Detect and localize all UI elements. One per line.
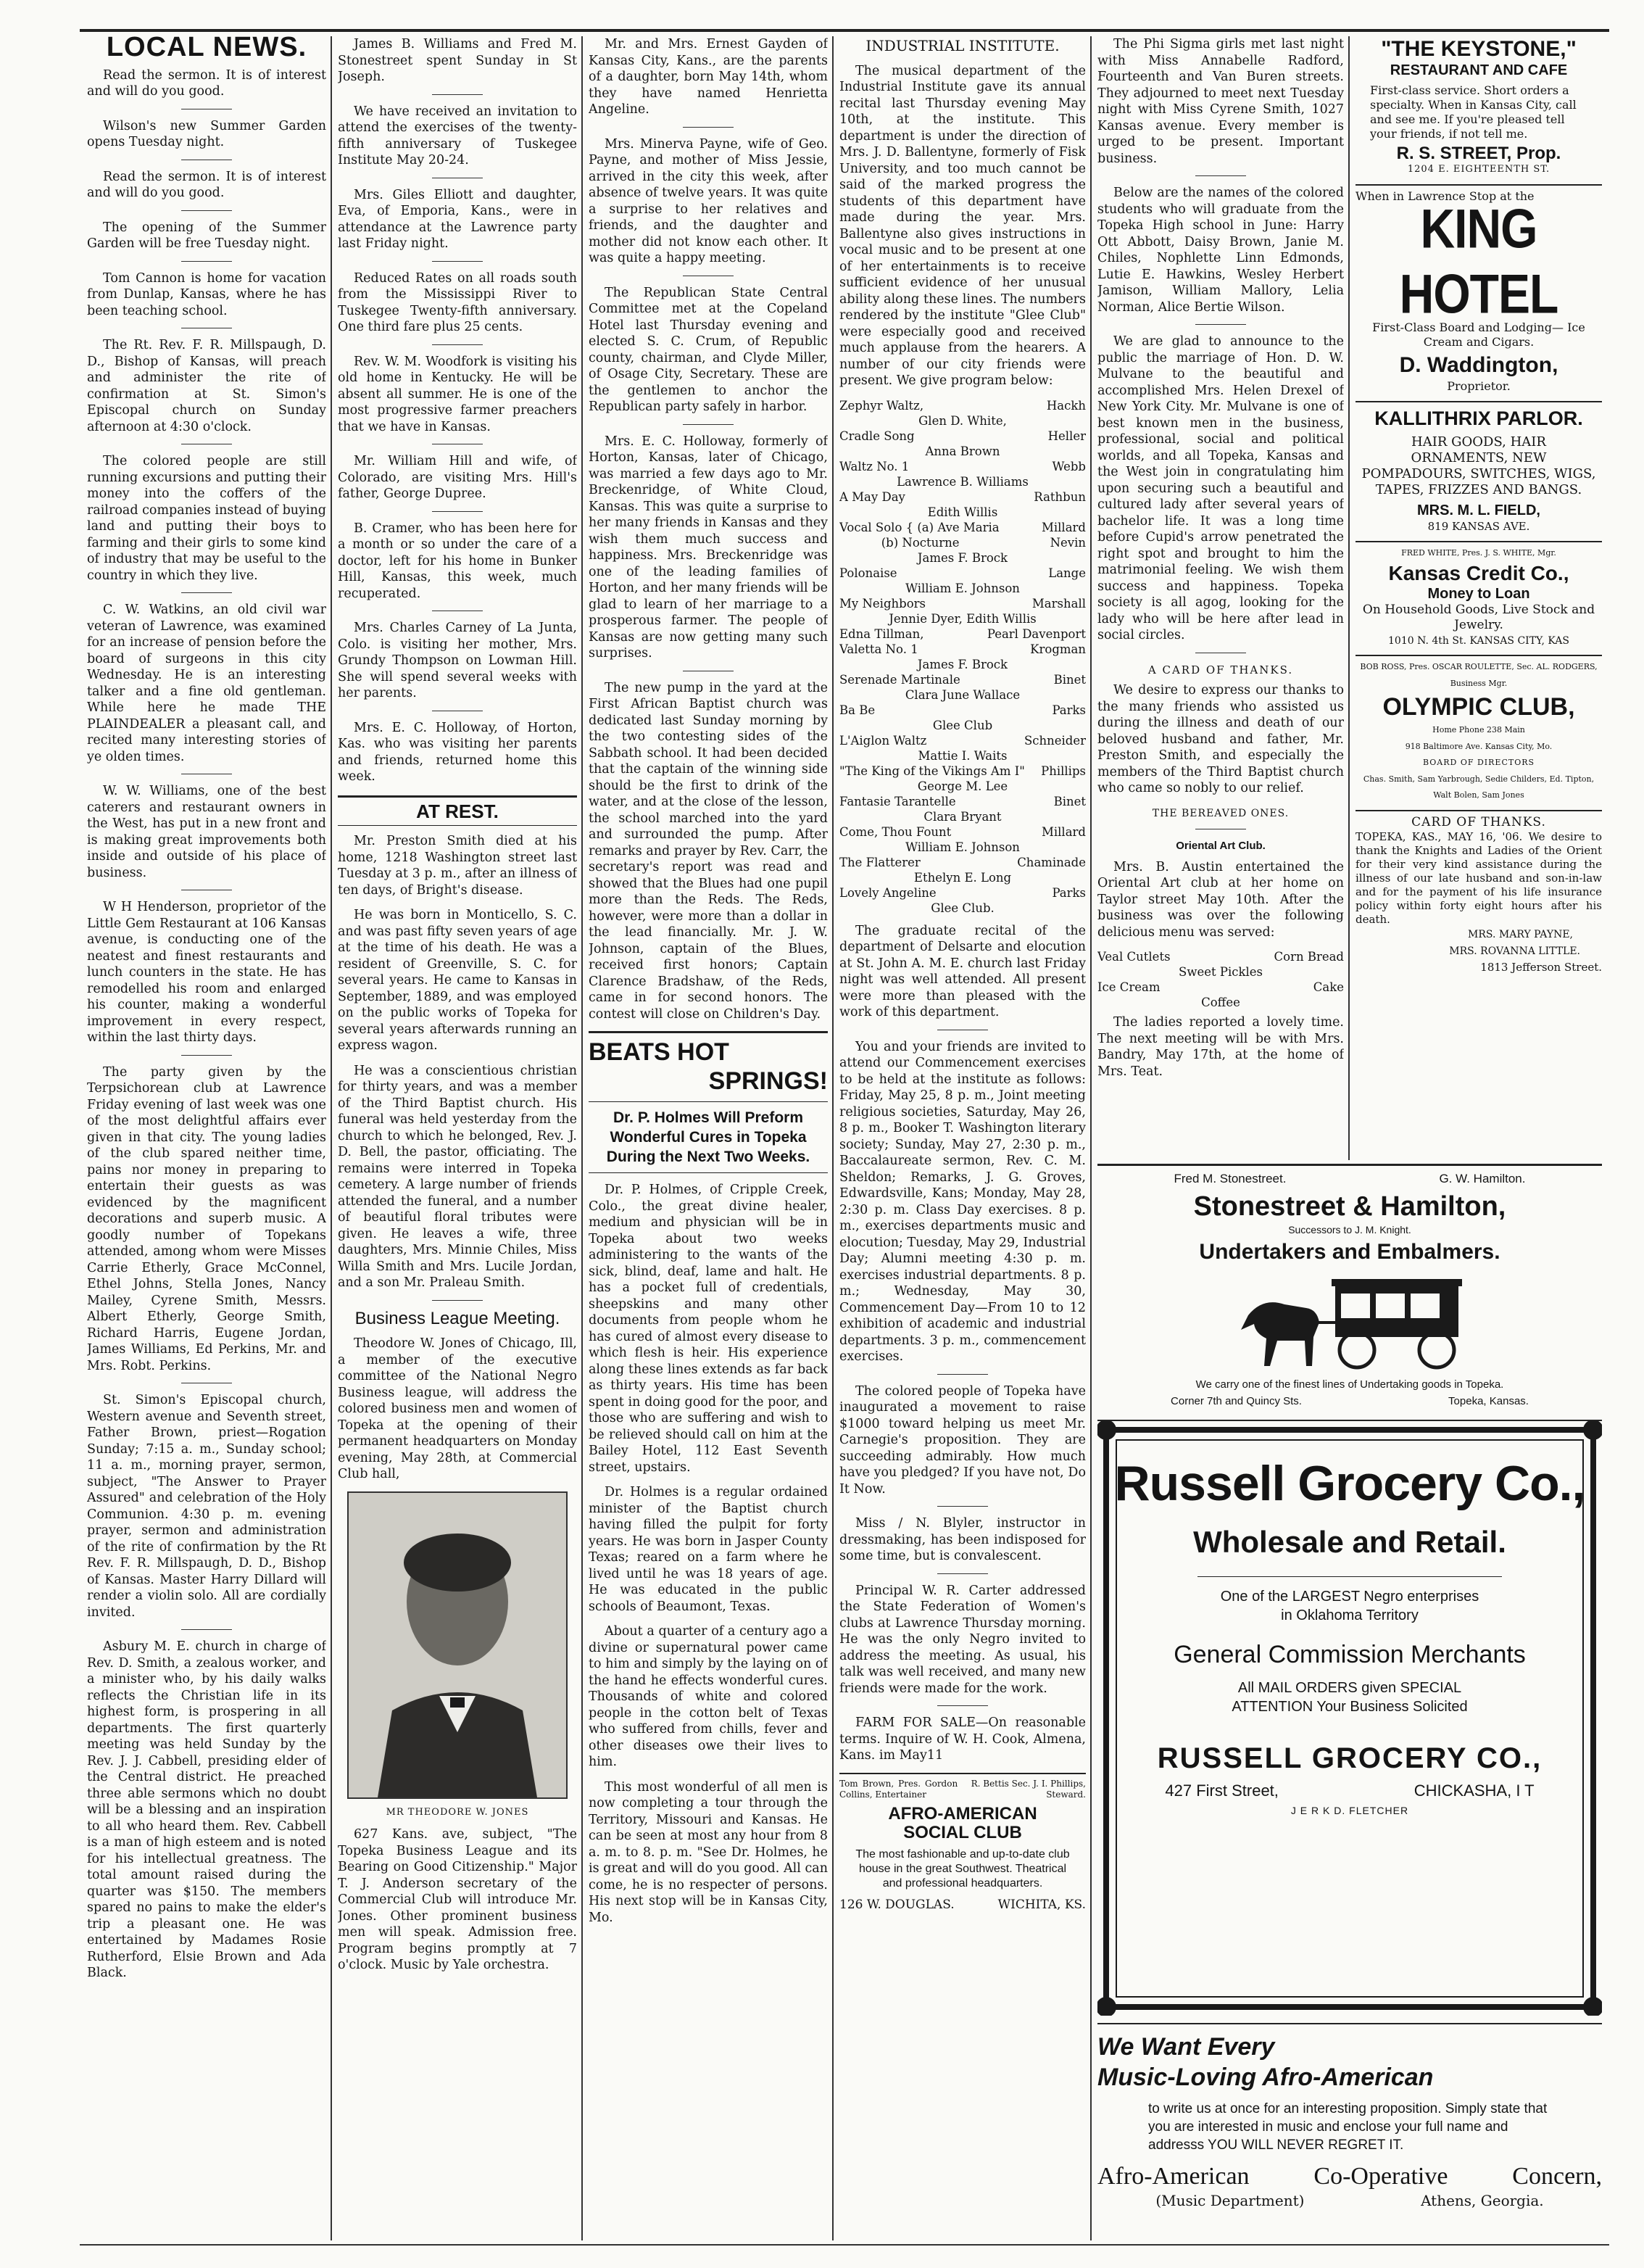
social-club-description: The most fashionable and up-to-date club house in the great Southwest. Theatrical and professional headquarters.: [855, 1847, 1070, 1890]
king-hotel-title: KING HOTEL: [1399, 197, 1558, 325]
program-performer: Anna Brown: [925, 444, 1000, 458]
news-item: We are glad to announce to the public the marriage of Hon. D. W. Mulvane to the beautiful and accomplished Mrs. Helen Drexel of New York City. Mr. Mulvane is one of best known men in the business, professional, social and political worlds, and all Topeka, Kansas and the West join in congratulating him upon securing such a beautiful and cultured lady after several years of bachelor life. It was a long time before Cupid's arrow penetrated the right spot and brought to him the matrimonial feeling. We wish them success and happiness. Topeka society is all agog, looking for the lady who will be here after lead in social circles.: [1097, 334, 1344, 642]
column-local-news: [87, 36, 326, 2240]
article-paragraph: The graduate recital of the department of Delsarte and elocution at St. John A. M. E. church last Friday night was well attended. All present were more than pleased with the work of this department.: [839, 923, 1086, 1019]
social-club-title-1: AFRO-AMERICAN: [888, 1803, 1037, 1824]
thanks-text: TOPEKA, KAS., MAY 16, '06. We desire to thank the Knights and Ladies of the Orient for their very kind assistance during the illness of our late husband and son-in-law and for the payment of his life insurance policy within forty eight hours after his death.: [1356, 830, 1602, 926]
program-row: [839, 596, 1086, 611]
program-piece: A May Day: [839, 489, 905, 504]
name-left: Fred M. Stonestreet.: [1174, 1172, 1287, 1185]
news-item: Mr. William Hill and wife, of Colorado, are visiting Mrs. Hill's father, George Dupree.: [338, 454, 577, 501]
beats-hot-springs-header: [589, 1031, 828, 1096]
divider: [181, 210, 232, 211]
program-composer: Heller: [1047, 429, 1086, 443]
program-piece: Edna Tillman,: [839, 626, 924, 641]
russell-line-2: in Oklahoma Territory: [1281, 1607, 1419, 1623]
address-right: CHICKASHA, I T: [1413, 1781, 1535, 1800]
menu-item: Veal Cutlets: [1097, 950, 1171, 964]
business-league-heading: Business League Meeting.: [354, 1308, 560, 1328]
program-performer: Glee Club: [932, 718, 993, 732]
article-paragraph: The colored people of Topeka have inaugurated a movement to raise $1000 toward helping us meet Mr. Carnegie's proposition. They are succeeding admirably. How much have you pledged? If you have not, Do It Now.: [839, 1383, 1086, 1497]
local-news-heading: LOCAL NEWS.: [106, 36, 307, 62]
music-concern-ad: [1097, 2023, 1602, 2242]
article-paragraph: Dr. P. Holmes, of Cripple Creek, Colo., the great divine healer, medium and physician will be in Topeka about two weeks administering to the wants of the sick, blind, deaf, lame and halt. He has a pocket full of credentials, sheepskins and many other documents from people whom he has cured of almost every disease to which flesh is heir. His experience along these lines extends as far back as thirty years. His time has been spent in doing good for the poor, and those who are suffering and wish to be relieved should call on him at the Bailey Hotel, 112 East Seventh street, upstairs.: [589, 1183, 828, 1475]
divider: [432, 511, 483, 512]
kallithrix-text: HAIR GOODS, HAIR ORNAMENTS, NEW POMPADOURS, SWITCHES, WIGS, TAPES, FRIZZES AND BANGS.: [1361, 434, 1596, 497]
beats-title-line-2: SPRINGS!: [708, 1067, 828, 1095]
program-row: [839, 885, 1086, 901]
olympic-club-ad: [1356, 655, 1602, 804]
russell-mail-2: ATTENTION Your Business Solicited: [1232, 1699, 1468, 1715]
program-composer: Millard: [1041, 520, 1086, 534]
afro-concern-name: [1097, 2161, 1602, 2192]
news-item: Mrs. Charles Carney of La Junta, Colo. is visiting her mother, Mrs. Grundy Thompson on Lowman Hill. She will spend several weeks with her parents.: [338, 621, 577, 700]
card-of-thanks-heading: A CARD OF THANKS.: [1147, 663, 1294, 676]
program-piece: Ba Be: [839, 703, 876, 717]
menu-item: Corn Bread: [1274, 950, 1344, 964]
program-piece: Waltz No. 1: [839, 459, 910, 473]
news-item: Mr. and Mrs. Ernest Gayden of Kansas City, Kans., are the parents of a daughter, born May 14th, whom they have named Henrietta Angeline.: [589, 37, 828, 117]
program-composer: Webb: [1052, 459, 1086, 473]
program-row: [839, 429, 1086, 444]
obituary-paragraph: Mr. Preston Smith died at his home, 1218 Washington street last Tuesday at 3 p. m., after an illness of ten days, of Bright's disease.: [338, 834, 577, 898]
keystone-proprietor: R. S. STREET, Prop.: [1396, 143, 1561, 163]
news-item: Mrs. Giles Elliott and daughter, Eva, of Emporia, Kans., were in attendance at the Lawrence party last Friday night.: [338, 187, 577, 251]
russell-grocery-ad: [1097, 1421, 1602, 2016]
program-row: [839, 489, 1086, 505]
program-performer: William E. Johnson: [905, 840, 1020, 854]
oriental-art-club-heading: Oriental Art Club.: [1176, 840, 1266, 852]
news-item: Rev. W. M. Woodfork is visiting his old home in Kentucky. He will be absent all summer. He is one of the most progressive farmer preachers that we have in Kansas.: [338, 354, 577, 434]
news-item: Reduced Rates on all roads south from the Mississippi River to Tuskegee Twenty-fifth anniversary. One third fare plus 25 cents.: [338, 270, 577, 334]
kallithrix-address: 819 KANSAS AVE.: [1427, 520, 1530, 533]
thanks-signature-2: MRS. ROVANNA LITTLE.: [1449, 945, 1580, 957]
article-paragraph: Dr. Holmes is a regular ordained minister of the Baptist church having filled the pulpit for forty years. He was born in Jasper County Texas; reared on a farm where he lived until he was 18 years of age. He was educated in the public schools of Beaumont, Texas.: [589, 1485, 828, 1614]
divider: [181, 592, 232, 593]
concern-right: Concern,: [1512, 2163, 1602, 2190]
afro-location: [1097, 2192, 1602, 2209]
olympic-phone: Home Phone 238 Main: [1432, 725, 1525, 734]
article-paragraph: The musical department of the Industrial Institute gave its annual recital last Thursday evening May 10th, at the institute. This department is under the direction of Mrs. J. D. Ballentyne, formerly of Fisk University, and too much cannot be said of the marked progress the students of this department have made during the year. Mrs. Ballentyne also gives instructions in vocal music and to be present at one of her entertainments is to receive sufficient evidence of her unusual ability along these lines. The numbers rendered by the institute "Glee Club" were especially good and received much applause from the hearers. A number of our city friends were present. We give program below:: [839, 63, 1086, 388]
program-row: [839, 672, 1086, 687]
program-piece: Lovely Angeline: [839, 885, 937, 900]
article-paragraph: You and your friends are invited to attend our Commencement exercises to be held at the institute as follows: Friday, May 25, 8 p. m., Joint meeting religious societies, Saturday, May 26, 8 p. m., Booker T. Washington literary society; Sunday, May 27, 2:30 p. m., Baccalaureate sermon, Rev. C. M. Sheldon; Remarks, J. G. Groves, Edwardsville, Kans; Monday, May 28, 2:30 p. m. Class Day exercises. 8 p. m., exercises departments music and elocution; Tuesday, May 29, Industrial Day; Alumni meeting 4:30 p. m. exercises industrial departments. 8 p. m.; Wednesday, May 30, Commencement Day—From 10 to 12 exhibition of academic and industrial departments. 3 p. m., commencement exercises.: [839, 1039, 1086, 1364]
top-rule: [80, 29, 1609, 32]
column-rule: [1090, 36, 1092, 2240]
king-hotel-proprietor: Proprietor.: [1447, 379, 1511, 393]
menu-item: Cake: [1313, 980, 1344, 994]
program-composer: Marshall: [1031, 596, 1086, 611]
olympic-address: 918 Baltimore Ave. Kansas City, Mo.: [1405, 741, 1553, 751]
olympic-title: OLYMPIC CLUB,: [1382, 693, 1575, 721]
kallithrix-name: MRS. M. L. FIELD,: [1417, 502, 1540, 518]
undertakers-ad: [1097, 1164, 1602, 1421]
program-row: [839, 794, 1086, 809]
column-rule: [832, 36, 834, 2240]
russell-name: RUSSELL GROCERY CO.,: [1157, 1742, 1543, 1774]
concern-department: (Music Department): [1155, 2192, 1305, 2209]
program-composer: Parks: [1052, 885, 1086, 900]
program-row: [839, 763, 1086, 779]
menu-row: Coffee: [1201, 996, 1240, 1009]
menu-row: Sweet Pickles: [1179, 965, 1263, 979]
concern-city: Athens, Georgia.: [1421, 2192, 1544, 2209]
obituary-paragraph: He was a conscientious christian for thirty years, and was a member of the Third Baptist church. His funeral was held yesterday from the church to which he belonged, Rev. J. D. Bell, the pastor, officiating. The remains were interred in Topeka cemetery. A large number of friends attended the funeral, and a number of beautiful floral tributes were given. He leaves a wife, three daughters, Mrs. Minnie Chiles, Miss Willa Smith and Mrs. Lucile Jordan, and a son Mr. Praleau Smith.: [338, 1063, 577, 1290]
news-item: The new pump in the yard at the First African Baptist church was dedicated last Sunday morning by the two contesting sides of the Sabbath school. It had been decided that the captain of the winning side should be the first to drink of the water, and at the close of the lesson, the school marched into the yard and surrounded the pump. After remarks and prayer by Rev. Carr, the secretary's report was read and showed that the Blues had one pupil more than the Reds. The Reds, however, were more than a dollar in the lead financially. Mr. J. W. Johnson, captain of the Blues, received first honors; Captain Clarence Bradshaw, of the Reds, came in for second honors. The contest will close on Children's Day.: [589, 680, 828, 1022]
program-row: [839, 855, 1086, 870]
oriental-text: Mrs. B. Austin entertained the Oriental Art club at her home on Taylor street May 10th. After the business was over the following delicious menu was served:: [1097, 859, 1344, 940]
news-item: The Republican State Central Committee met at the Copeland Hotel last Thursday evening and elected S. C. Crum, of Republic county, chairman, and Clyde Miller, of Osage City, Secretary. These are the gentlemen to anchor the Republican party safely in harbor.: [589, 285, 828, 414]
program-row: [839, 459, 1086, 474]
news-item: W H Henderson, proprietor of the Little Gem Restaurant at 106 Kansas avenue, is conducting one of the neatest and finest restaurants and lunch counters in the state. He has remodelled his room and enlarged his counter, making a wonderful improvement in every respect, within the last thirty days.: [87, 900, 326, 1045]
olympic-board: BOARD OF DIRECTORS: [1422, 758, 1535, 767]
thanks-address: 1813 Jefferson Street.: [1480, 961, 1602, 974]
thanks-text: We desire to express our thanks to the many friends who assisted us during the illness and death of our beloved husband and father, Mr. Preston Smith, and especially the members of the Third Baptist church who came so nobly to our relief.: [1097, 683, 1344, 795]
menu-list: [1097, 949, 1344, 1010]
program-composer: Phillips: [1041, 763, 1086, 778]
program-performer: Glen D. White,: [918, 413, 1007, 428]
at-rest-header: [338, 795, 577, 827]
king-hotel-name: D. Waddington,: [1399, 353, 1558, 377]
divider: [937, 1705, 988, 1706]
program-row: [839, 642, 1086, 657]
program-composer: Millard: [1041, 824, 1086, 839]
program-composer: Binet: [1053, 794, 1086, 808]
undertakers-names: [1097, 1172, 1602, 1186]
program-piece: Come, Thou Fount: [839, 824, 952, 839]
column-four: [839, 36, 1086, 2240]
undertakers-title: Stonestreet & Hamilton,: [1193, 1191, 1506, 1222]
news-item: St. Simon's Episcopal church, Western avenue and Seventh street, Father Brown, priest—Rogation Sunday; 7:15 a. m., Sunday school; 11 a. m., morning prayer, sermon, subject, "The Answer to Prayer Assured" and celebration of the Holy Communion. 4:30 p. m. evening prayer, sermon and administration of the rite of confirmation by the Rt Rev. F. R. Millspaugh, D. D., Bishop of Kansas. Master Harry Dillard will render a violin solo. All are cordially invited.: [87, 1393, 326, 1620]
news-item: Read the sermon. It is of interest and will do you good.: [87, 67, 326, 99]
program-composer: Pearl Davenport: [987, 626, 1086, 641]
program-composer: Rathbun: [1034, 489, 1086, 504]
program-row: [839, 626, 1086, 642]
obituary-paragraph: He was born in Monticello, S. C. and was past fifty seven years of age at the time of his death. He was a resident of Greenville, S. C. for several years. He came to Kansas in September, 1889, and was employed on the public works of Topeka for several years afterwards running an express wagon.: [338, 908, 577, 1053]
officers-right: R. Bettis Sec. J. I. Phillips, Steward.: [971, 1778, 1086, 1800]
keystone-title: "THE KEYSTONE,": [1381, 37, 1577, 61]
news-item: Tom Cannon is home for vacation from Dunlap, Kansas, where he has been teaching school.: [87, 270, 326, 318]
undertakers-successors: Successors to J. M. Knight.: [1288, 1224, 1411, 1236]
news-item: Below are the names of the colored students who will graduate from the Topeka High school in June: Harry Ott Abbott, Daisy Brown, Janie M. Chiles, Nophlette Linn Edmonds, Lutie E. Hawkins, Wesley Herbert Jamison, William Mallory, Lelia Norman, Alice Bertie Wilson.: [1097, 186, 1344, 315]
social-club-officers: [839, 1779, 1086, 1800]
thanks-signature: THE BEREAVED ONES.: [1152, 807, 1290, 819]
news-item: The opening of the Summer Garden will be free Tuesday night.: [87, 220, 326, 251]
credit-title: Kansas Credit Co.,: [1388, 562, 1569, 584]
undertakers-subtitle: Undertakers and Embalmers.: [1199, 1240, 1500, 1264]
program-piece: Cradle Song: [839, 429, 915, 443]
photo-caption: MR THEODORE W. JONES: [386, 1806, 529, 1818]
program-composer: Chaminade: [1017, 855, 1086, 869]
divider: [683, 424, 734, 425]
name-right: G. W. Hamilton.: [1439, 1172, 1526, 1185]
divider: [1195, 324, 1246, 325]
program-performer: Edith Willis: [927, 505, 998, 519]
divider: [432, 94, 483, 95]
divider: [937, 1506, 988, 1507]
program-performer: George M. Lee: [917, 779, 1008, 793]
russell-title: Russell Grocery Co.,: [1114, 1456, 1585, 1511]
news-item: Mrs. Minerva Payne, wife of Geo. Payne, and mother of Miss Jessie, arrived in the city this week, after absence of twelve years. It was quite a surprise to her relatives and friends, and the daughter and mother did not know each other. It was quite a happy meeting.: [589, 136, 828, 265]
social-club-ad: [839, 1773, 1086, 1913]
program-performer: Clara Bryant: [923, 809, 1002, 824]
divider: [1195, 175, 1246, 176]
recital-program: [839, 398, 1086, 916]
program-piece: Vocal Solo { (a) Ave Maria: [839, 520, 1000, 534]
news-item: The Phi Sigma girls met last night with Miss Annabelle Radford, Fourteenth and Van Buren streets. They adjourned to meet next Tuesday night with Miss Cyrene Smith, 1027 Kansas avenue. Every member is urged to be present. Important business.: [1097, 37, 1344, 166]
kallithrix-title: KALLITHRIX PARLOR.: [1374, 407, 1583, 429]
russell-manager: J E R K D. FLETCHER: [1290, 1805, 1409, 1816]
menu-item: Ice Cream: [1097, 980, 1161, 994]
keystone-subtitle: RESTAURANT AND CAFE: [1390, 62, 1568, 78]
card-of-thanks-ad: [1356, 810, 1602, 976]
credit-officers: FRED WHITE, Pres. J. S. WHITE, Mgr.: [1401, 547, 1556, 558]
news-item: C. W. Watkins, an old civil war veteran of Lawrence, was examined for an increase of pension before the board of surgeons in this city Wednesday. He is an interesting talker and a fine old gentleman. While here he made THE PLAINDEALER a pleasant call, and recited many interesting stories of ye olden times.: [87, 603, 326, 764]
concern-mid: Co-Operative: [1313, 2163, 1448, 2190]
program-row: [839, 733, 1086, 748]
program-piece: Valetta No. 1: [839, 642, 918, 656]
program-piece: Zephyr Waltz,: [839, 398, 924, 413]
news-item: The Rt. Rev. F. R. Millspaugh, D. D., Bishop of Kansas, will preach and administer the rite of confirmation at St. Simon's Episcopal church on Sunday afternoon at 4:30 o'clock.: [87, 338, 326, 434]
program-composer: Schneider: [1024, 733, 1086, 748]
program-performer: Glee Club.: [931, 901, 995, 915]
program-piece: "The King of the Vikings Am I": [839, 763, 1025, 778]
program-row: [839, 520, 1086, 535]
beats-subheading: Dr. P. Holmes Will Preform Wonderful Cures in Topeka During the Next Two Weeks.: [589, 1101, 828, 1173]
program-row: [839, 703, 1086, 718]
column-six-ads: [1356, 36, 1602, 1156]
thanks-signature-1: MRS. MARY PAYNE,: [1468, 929, 1573, 940]
russell-merchants: General Commission Merchants: [1174, 1641, 1526, 1668]
keystone-address: 1204 E. EIGHTEENTH ST.: [1407, 164, 1550, 175]
russell-address: [1097, 1781, 1602, 1800]
article-paragraph: Miss / N. Blyler, instructor in dressmaking, has been indisposed for some time, but is convalescent.: [839, 1516, 1086, 1563]
divider: [181, 1629, 232, 1630]
social-club-title-2: SOCIAL CLUB: [903, 1823, 1022, 1842]
news-item: Wilson's new Summer Garden opens Tuesday night.: [87, 118, 326, 149]
news-item: W. W. Williams, one of the best caterers and restaurant owners in the West, has put in a new front and is making great improvements both inside and outside of his place of business.: [87, 784, 326, 880]
article-paragraph: About a quarter of a century ago a divine or supernatural power came to him and simply by the laying on of the hand he effects wonderful cures. Thousands of white and colored people in the cotton belt of Texas who suffered from chills, fever and other diseases owe their lives to him.: [589, 1624, 828, 1769]
king-hotel-pretext: When in Lawrence Stop at the: [1356, 189, 1535, 203]
afro-title-1: We Want Every: [1097, 2033, 1275, 2061]
divider: [937, 1573, 988, 1574]
program-composer: Hackh: [1046, 398, 1086, 413]
program-piece: L'Aiglon Waltz: [839, 733, 927, 748]
king-hotel-text: First-Class Board and Lodging— Ice Cream and Cigars.: [1372, 320, 1585, 349]
keystone-text: First-class service. Short orders a specialty. When in Kansas City, call and see me. If you're pleased tell your friends, if not tell me.: [1370, 83, 1577, 141]
divider: [1197, 1576, 1502, 1577]
article-paragraph: This most wonderful of all men is now completing a tour through the Territory, Missouri and Kansas. He can be seen at most any hour from 8 a. m. to 8. p. m. "See Dr. Holmes, he is great and will do you good. All can come, he is no respecter of persons. His next stop will be in Kansas City, Mo.: [589, 1779, 828, 1925]
news-item: Asbury M. E. church in charge of Rev. D. Smith, a zealous worker, and a minister who, by his daily walks reflects the Christian life in its highest form, is prospering in all departments. The first quarterly meeting was held Sunday by the Rev. J. J. Cabbell, presiding elder of the Central district. He preached three able sermons which no doubt will be a blessing and an inspiration to all who heard them. Rev. Cabbell is a man of high esteem and is noted for his intellectual greatness. The total amount raised during the quarter was $150. The members spared no pains to make the elder's trip a pleasant one. He was entertained by Madames Rosie Rutherford, Elsie Brown and Ada Black.: [87, 1639, 326, 1980]
address-left: 427 First Street,: [1165, 1781, 1279, 1800]
classified-ad: FARM FOR SALE—On reasonable terms. Inquire of W. H. Cook, Almena, Kans. im May11: [839, 1716, 1086, 1763]
olympic-directors: Chas. Smith, Sam Yarbrough, Sedie Childers, Ed. Tipton, Walt Bolen, Sam Jones: [1363, 774, 1595, 800]
credit-text: On Household Goods, Live Stock and Jewelry.: [1362, 602, 1595, 632]
news-item: Mrs. E. C. Holloway, formerly of Horton, Kansas, later of Chicago, was married a few days ago to Mr. Breckenridge, of White Cloud, Kansas. This was quite a surprise to her many friends in Kansas and they wish them much success and happiness. Mrs. Breckenridge was one of the leading families of Horton, and her many friends will be glad to learn of her marriage to a prosperous farmer. The people of Kansas are now getting many such surprises.: [589, 434, 828, 661]
column-rule: [581, 36, 583, 2240]
program-performer: James F. Brock: [917, 550, 1008, 565]
oriental-text: The ladies reported a lovely time. The next meeting will be with Mrs. Bandry, May 17th, at the home of Mrs. Teat.: [1097, 1015, 1344, 1079]
program-performer: Ethelyn E. Long: [913, 870, 1012, 885]
afro-text: to write us at once for an interesting proposition. Simply state that you are interested in music and enclose your full name and addresss YOU WILL NEVER REGRET IT.: [1148, 2101, 1548, 2153]
news-item: The party given by the Terpsichorean club at Lawrence Friday evening of last week was one of the most delightful affairs ever given in that city. The young ladies of the club spared neither time, pains nor money in preparing to entertain their guests as was evidenced by the magnificent decorations and superb music. A goodly number of Topekans attended, among whom were Misses Carrie Etherly, Grace McConnel, Ethel Johns, Stella Jones, Nancy Mailey, Cyrene Smith, Messrs. Albert Etherly, George Smith, Richard Harris, Eugene Jordan, James Williams, Ed Perkins, Mr. and Mrs. Robt. Perkins.: [87, 1064, 326, 1373]
divider: [432, 1300, 483, 1301]
menu-row: [1097, 980, 1344, 995]
kallithrix-ad: [1356, 401, 1602, 535]
king-hotel-ad: [1356, 184, 1602, 395]
keystone-ad: [1356, 36, 1602, 178]
league-paragraph: Theodore W. Jones of Chicago, Ill, a member of the executive committee of the National Negro Business league, will address the colored business men and women of Topeka at the opening of their permanent headquarters on Monday evening, May 28th, at Commercial Club hall,: [338, 1336, 577, 1481]
column-rule: [331, 36, 332, 2240]
credit-address: 1010 N. 4th St. KANSAS CITY, KAS: [1388, 634, 1569, 647]
news-item: James B. Williams and Fred M. Stonestreet spent Sunday in St Joseph.: [338, 37, 577, 84]
undertakers-carry: We carry one of the finest lines of Undertaking goods in Topeka.: [1195, 1378, 1504, 1391]
column-two: [338, 36, 577, 2240]
program-piece: (b) Nocturne: [839, 535, 960, 550]
article-paragraph: Principal W. R. Carter addressed the State Federation of Women's clubs at Lawrence Thursday morning. He was the only Negro invited to address the meeting. As usual, his talk was well received, and many new friends were made for the work.: [839, 1583, 1086, 1696]
news-item: Mrs. E. C. Holloway, of Horton, Kas. who was visiting her parents and friends, returned home this week.: [338, 720, 577, 784]
program-row: [839, 566, 1086, 581]
thanks-heading: CARD OF THANKS.: [1411, 814, 1546, 829]
divider: [181, 1055, 232, 1056]
program-performer: Lawrence B. Williams: [897, 474, 1029, 489]
beats-title-line-1: BEATS HOT: [589, 1038, 729, 1066]
news-item: B. Cramer, who has been here for a month or so under the care of a doctor, left for his home in Bunker Hill, Kansas, this week, much recuperated.: [338, 521, 577, 601]
program-row: [839, 535, 1086, 550]
russell-line-1: One of the LARGEST Negro enterprises: [1220, 1589, 1479, 1605]
news-item: The colored people are still running excursions and putting their money into the coffers of the railroad companies instead of buying land and putting their boys to farming and their girls to some kind of industry that may be useful to the country in which they live.: [87, 454, 326, 583]
horse-carriage-illustration: [1226, 1272, 1473, 1373]
program-piece: The Flatterer: [839, 855, 921, 869]
at-rest-heading: AT REST.: [416, 800, 499, 822]
address-left: 126 W. DOUGLAS.: [839, 1897, 955, 1912]
officers-left: Tom Brown, Pres. Gordon Collins, Entertainer: [839, 1778, 958, 1800]
afro-title-2: Music-Loving Afro-American: [1097, 2064, 1434, 2091]
portrait-photo: [347, 1491, 568, 1799]
address-right: WICHITA, KS.: [997, 1897, 1086, 1912]
program-piece: My Neighbors: [839, 596, 926, 611]
undertakers-address: [1097, 1395, 1602, 1407]
program-composer: Parks: [1052, 703, 1086, 717]
news-item: Read the sermon. It is of interest and will do you good.: [87, 169, 326, 200]
league-paragraph: 627 Kans. ave, subject, "The Topeka Business League and its Bearing on Good Citizenship." Major T. J. Anderson secretary of the Commercial Club will introduce Mr. Jones. Other prominent business men will speak. Admission free. Program begins promptly at 7 o'clock. Music by Yale orchestra.: [338, 1827, 577, 1972]
program-piece: Serenade Martinale: [839, 672, 960, 687]
column-rule: [1348, 36, 1350, 1160]
column-three: [589, 36, 828, 2240]
address-right: Topeka, Kansas.: [1448, 1395, 1529, 1407]
divider: [683, 127, 734, 128]
program-performer: Jennie Dyer, Edith Willis: [889, 611, 1037, 626]
portrait-illustration: [349, 1493, 566, 1797]
olympic-officers: BOB ROSS, Pres. OSCAR ROULETTE, Sec. AL. RODGERS, Business Mgr.: [1360, 662, 1598, 688]
concern-left: Afro-American: [1097, 2163, 1250, 2190]
divider: [181, 261, 232, 262]
russell-mail-1: All MAIL ORDERS given SPECIAL: [1237, 1680, 1462, 1696]
program-performer: William E. Johnson: [905, 581, 1020, 595]
program-row: [839, 824, 1086, 840]
divider: [432, 344, 483, 345]
program-composer: Nevin: [1050, 535, 1086, 550]
divider: [937, 1374, 988, 1375]
program-performer: Mattie I. Waits: [918, 748, 1008, 763]
industrial-institute-heading: INDUSTRIAL INSTITUTE.: [865, 37, 1060, 54]
russell-subtitle: Wholesale and Retail.: [1193, 1525, 1506, 1559]
kansas-credit-ad: [1356, 541, 1602, 650]
program-row: [839, 398, 1086, 413]
news-item: We have received an invitation to attend the exercises of the twenty-fifth anniversary of Tuskegee Institute May 20-24.: [338, 104, 577, 167]
bottom-rule: [80, 2244, 1609, 2246]
program-piece: Fantasie Tarantelle: [839, 794, 956, 808]
program-composer: Krogman: [1030, 642, 1086, 656]
social-club-address: [839, 1897, 1086, 1913]
program-performer: Clara June Wallace: [905, 687, 1021, 702]
menu-row: [1097, 949, 1344, 964]
address-left: Corner 7th and Quincy Sts.: [1171, 1395, 1302, 1407]
program-composer: Binet: [1053, 672, 1086, 687]
program-composer: Lange: [1048, 566, 1086, 580]
column-five: [1097, 36, 1344, 1156]
program-piece: Polonaise: [839, 566, 897, 580]
credit-subtitle: Money to Loan: [1427, 586, 1530, 602]
divider: [432, 261, 483, 262]
program-performer: James F. Brock: [917, 657, 1008, 671]
